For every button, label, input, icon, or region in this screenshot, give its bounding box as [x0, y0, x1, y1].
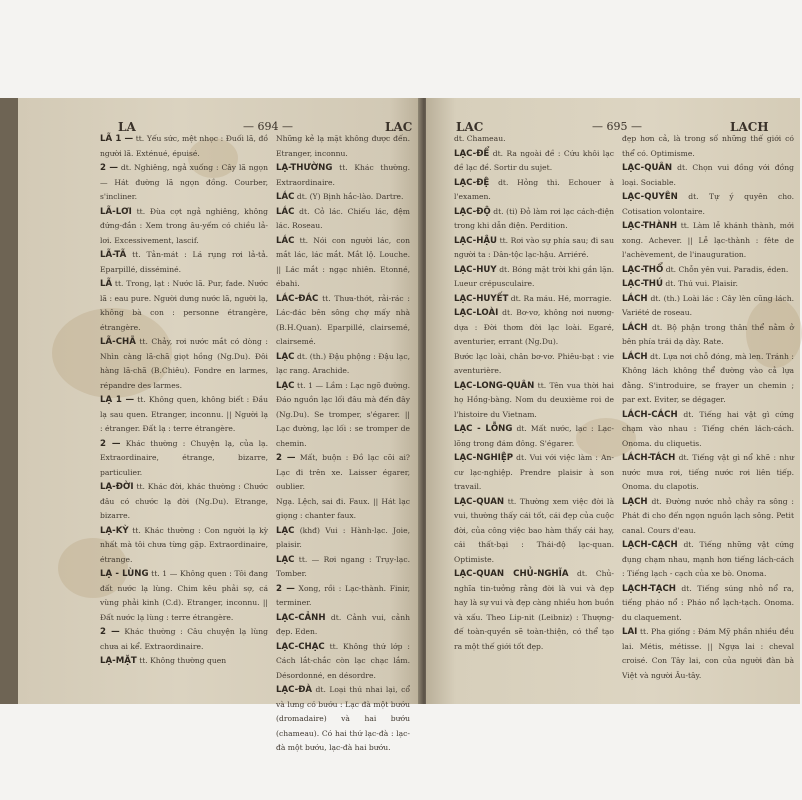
entry-headword: LÁCH-TÁCH [622, 453, 676, 463]
dictionary-entry [276, 611, 410, 640]
entry-definition: dt. Tiếng súng nhỏ nổ ra, tiếng pháo nổ : Pháo nổ lạch-tạch. Onoma. du claquement. [622, 583, 794, 622]
entry-headword: LẠ - LÙNG [100, 569, 149, 579]
entry-headword: LẠC [276, 525, 295, 536]
dictionary-entry [622, 292, 794, 321]
dictionary-entry [622, 495, 794, 539]
dictionary-entry [622, 132, 794, 161]
right-column-2 [622, 132, 794, 683]
entry-definition: (khđ) Vui : Hành-lạc. Joie, plaisir. [276, 525, 410, 549]
right-column-1 [454, 132, 614, 654]
header-right-word: LACH [730, 120, 769, 134]
right-page [426, 98, 800, 704]
dictionary-entry [454, 422, 614, 451]
dictionary-entry [454, 451, 614, 495]
dictionary-entry [622, 190, 794, 219]
dictionary-entry [100, 480, 268, 524]
entry-headword: LẠC-HUY [454, 264, 497, 275]
entry-headword: LÃ-CHÃ [100, 337, 136, 347]
dictionary-entry [276, 161, 410, 190]
dictionary-entry [622, 582, 794, 626]
dictionary-entry [454, 306, 614, 350]
entry-headword: LẠC-ĐỘ [454, 206, 491, 217]
header-left-word: LA [118, 120, 136, 134]
dictionary-entry [454, 263, 614, 292]
entry-definition: dt. Lựa nơi chỗ đóng, mà len. Tránh : Không lách không thể đường vào cả lựa đằng. S'introduire, se frayer un chemin ; par ext. Eviter, se dégager. [622, 351, 794, 404]
dictionary-entry [100, 335, 268, 393]
dictionary-entry [454, 292, 614, 307]
dictionary-entry [454, 132, 614, 147]
entry-definition: dt. Loại thú nhai lại, cổ và lưng có bướu : Lạc đà một bướu (dromadaire) và hai bướu (chameau). Có hai thứ lạc-đà : lạc-đà một bướu, lạc-đà hai bướu. [276, 685, 410, 752]
entry-definition: tt. Làm lễ khánh thành, mới xong. Achever. || Lễ lạc-thành : fête de l'achèvement, de l'inauguration. [622, 221, 794, 259]
entry-definition: dt. Tự ý quyên cho. Cotisation volontaire. [622, 192, 794, 216]
dictionary-entry [454, 567, 614, 654]
dictionary-entry [100, 132, 268, 161]
entry-headword: LẠC-QUÂN [622, 163, 673, 173]
entry-definition: dt. Bộ phận trong thân thể nằm ở bên phía trái dạ dày. Rate. [622, 322, 795, 346]
entry-headword: LẠCH [622, 496, 648, 507]
entry-headword: LẠC-QUYÊN [622, 192, 678, 202]
entry-headword: 2 — [100, 438, 121, 449]
dictionary-entry [100, 248, 268, 277]
entry-definition: tt. 1 — Lầm : Lạc ngõ đường. Đáo nguồn lạc lối đâu mà đến đây (Ng.Du). Se tromper, s'égarer. || Lạc đường, lạc lối : se tromper de chemin. [276, 380, 410, 448]
entry-definition: dt. Tiếng những vật cứng đụng chạm nhau, mạnh hơn tiếng lách-cách : Tiếng lạch - cạch của xe bò. Onoma. [622, 540, 794, 578]
entry-headword: 2 — [100, 163, 119, 173]
entry-definition: dt. Thú vui. Plaisir. [665, 279, 738, 288]
entry-definition: tt. Rơi vào sự phía sau; đi sau người ta : Dân-tộc lạc-hậu. Arriéré. [454, 235, 614, 259]
dictionary-entry [276, 582, 410, 611]
dictionary-entry [100, 654, 268, 669]
left-column-1 [100, 132, 268, 669]
dictionary-entry [454, 350, 614, 379]
entry-definition: dt. Tiếng vật gì nổ khẽ : như nước mưa rơi, tiếng nước rơi liên tiếp. Onoma. du clapotis. [622, 453, 794, 491]
entry-headword: LẠC-THÀNH [622, 221, 678, 231]
dictionary-entry [622, 538, 794, 582]
entry-headword: LẠC [276, 351, 295, 362]
entry-headword: LÁC-ĐÁC [276, 293, 319, 304]
entry-headword: LÃ [100, 279, 113, 289]
entry-headword: LẠ-ĐỜI [100, 482, 134, 492]
entry-definition: tt. Chảy, rơi nước mắt có dòng : Nhìn càng lã-chã giọt hồng (Ng.Du). Đôi hàng lã-chã (B.Chiêu). Fondre en larmes, répandre des larmes. [100, 337, 268, 390]
dictionary-entry [276, 292, 410, 350]
dictionary-entry [622, 263, 794, 278]
entry-definition: dt. (Y) Bịnh hắc-lào. Dartre. [296, 192, 404, 201]
entry-definition: dt. Chủ-nghĩa tin-tưởng rằng đời là vui và đẹp hay là sự vui và đẹp càng nhiều hơn buồn và xấu. Theo Lip-nit (Leibniz) : Thượng-đế toàn-quyền sẽ toàn-thiện, có thể tạo ra một thế giới tốt đẹp. [454, 569, 614, 651]
entry-headword: LẠC-QUAN CHỦ-NGHĨA [454, 569, 569, 579]
entry-definition: tt. Khác đời, khác thường : Chước đâu có chước lạ đời (Ng.Du). Etrange, bizarre. [100, 482, 268, 520]
entry-definition: tt. Không thứ lớp : Cách lắt-chắc còn lạc chạc lắm. Désordonné, en désordre. [276, 641, 410, 680]
entry-definition: tt. Trong, lạt : Nước lã. Pur, fade. Nước lã : eau pure. Người dưng nước lã, người lạ, không bà con : personne étrangère, étrangère. [100, 279, 269, 332]
dictionary-entry [276, 495, 410, 524]
entry-definition: dt. Tiếng hai vật gì cứng chạm vào nhau : Tiếng chén lách-cách. Onoma. du cliquetis. [622, 409, 794, 448]
entry-definition: dt. Vui với việc làm : An-cư lạc-nghiệp. Prendre plaisir à son travail. [454, 453, 614, 491]
header-right-word: LAC [385, 120, 413, 134]
dictionary-entry [276, 683, 410, 756]
entry-headword: LÃ-LƠI [100, 206, 132, 217]
entry-headword: LÁCH [622, 351, 648, 362]
dictionary-entry [622, 277, 794, 292]
entry-headword: LÁC [276, 192, 295, 202]
book-edge [0, 98, 18, 704]
dictionary-entry [622, 161, 794, 190]
entry-headword: LẠC-LOÀI [454, 308, 499, 318]
dictionary-entry [100, 524, 268, 568]
dictionary-entry [622, 625, 794, 683]
entry-definition: tt. 1 — Không quen : Tôi đang đất nước lạ lùng. Chim kêu phải sợ, cá vùng phải kinh (C.d). Etranger, inconnu. || Đất nước lạ lùng : terre étrangère. [100, 569, 268, 622]
entry-definition: Mất, buộn : Đồ lạc cõi ai? Lạc đi trên xe. Laisser égarer, oublier. [276, 453, 410, 491]
entry-definition: dt. Chameau. [454, 134, 506, 143]
entry-headword: LÁCH [622, 293, 648, 304]
entry-definition: dt. (th.) Loài lác : Cây lèn cũng lách. Variété de roseau. [622, 293, 794, 317]
entry-definition: Những kẻ lạ mặt không được đến. Etranger, inconnu. [276, 134, 410, 158]
entry-headword: LẠ 1 — [100, 395, 135, 405]
entry-definition: dt. (th.) Đậu phộng : Đậu lạc, lạc rang. Arachide. [276, 351, 410, 375]
dictionary-entry [454, 147, 614, 176]
entry-headword: LẠC-ĐỂ [454, 148, 490, 159]
entry-definition: dt. Bóng mặt trời khi gần lặn. Lueur crépusculaire. [454, 264, 614, 288]
entry-headword: LẠ-KỲ [100, 525, 129, 536]
entry-definition: tt. Không quen, không biết : Đầu lạ sau quen. Etranger, inconnu. || Người lạ : étranger. Đất lạ : terre étrangère. [100, 395, 268, 433]
entry-definition: dt. Mất nước, lạc : Lạc-lõng trong đám đông. S'égarer. [454, 424, 614, 448]
entry-headword: LẠC-CẢNH [276, 612, 326, 623]
entry-headword: LAI [622, 627, 638, 637]
entry-headword: LẠC [276, 380, 295, 391]
entry-headword: LÁCH-CÁCH [622, 409, 678, 420]
entry-definition: tt. Khác thường. Extraordinaire. [276, 163, 410, 187]
entry-definition: Bước lạc loài, chân bơ-vơ. Phiêu-bạt : vie aventurière. [454, 351, 614, 375]
dictionary-entry [622, 408, 794, 452]
dictionary-entry [100, 277, 268, 335]
dictionary-entry [100, 393, 268, 437]
entry-headword: 2 — [276, 583, 295, 594]
entry-definition: tt. Thưa-thớt, rải-rác : Lác-đác bên sông chợ mấy nhà (B.H.Quan). Eparpillé, clairsemé, clairsemé. [276, 293, 410, 346]
entry-headword: LÃ-TÃ [100, 250, 127, 260]
dictionary-entry [276, 553, 410, 582]
entry-headword: LẠ-THƯỜNG [276, 163, 333, 173]
entry-headword: LẠCH-TẠCH [622, 583, 676, 594]
entry-definition: Khác thường : Chuyện lạ, của lạ. Extraordinaire, étrange, bizarre, particulier. [100, 438, 268, 477]
entry-definition: dt. Bơ-vơ, không nơi nương-dựa : Đời thơm đời lạc loài. Egaré, aventurier, errant (Ng.Du). [454, 308, 615, 346]
entry-definition: dt. Cảnh vui, cảnh đẹp. Eden. [276, 612, 410, 636]
entry-headword: LẠC-HUYẾT [454, 293, 509, 304]
entry-headword: LÁC [276, 235, 295, 246]
entry-definition: tt. Tản-mát : Lá rụng rơi lả-tả. Eparpillé, disséminé. [100, 250, 269, 274]
entry-headword: 2 — [276, 453, 296, 463]
entry-definition: tt. Đùa cợt ngả nghiêng, không đứng-đắn : Xem trong âu-yếm có chiều lả-lơi. Excessivement, lascif. [100, 206, 268, 245]
open-book [0, 98, 800, 752]
page-number: — 695 — [592, 120, 642, 133]
entry-definition: dt. Cỏ lác. Chiếu lác, đệm lác. Roseau. [276, 206, 410, 230]
entry-definition: dt. Nghiêng, ngả xuống : Cây lã ngọn — Hát đường lã ngọn đồng. Courber, s'incliner. [100, 163, 268, 201]
entry-headword: LẠ-MẶT [100, 656, 137, 666]
entry-definition: tt. Thường xem việc đời là vui, thường thấy cái tốt, cái đẹp của cuộc đời, của công việc bao hàm thấy cái hay, cái thất-bại : Thái-độ lạc-quan. Optimiste. [454, 496, 614, 564]
dictionary-entry [454, 495, 614, 568]
dictionary-entry [276, 234, 410, 292]
entry-definition: tt. Nói con người lác, con mắt lác, lác mắt. Mắt lộ. Louche. || Lác mắt : ngạc nhiên. Etonné, ébahi. [276, 235, 410, 288]
entry-definition: dt. (ti) Đỏ làm rơi lạc cách-điện trong khi dẫn điện. Perdition. [454, 206, 614, 230]
dictionary-entry [622, 321, 794, 350]
entry-definition: dt. Đường nước nhỏ chảy ra sông : Phát đi cho đến ngọn nguồn lạch sông. Petit canal. Cours d'eau. [622, 496, 794, 535]
entry-definition: Ngạ. Lệch, sai đi. Faux. || Hát lạc giọng : chanter faux. [276, 496, 410, 520]
dictionary-entry [276, 350, 410, 379]
entry-definition: tt. Khác thường : Con người lạ kỳ nhất mà tôi chưa từng gặp. Extraordinaire, étrange. [100, 525, 268, 564]
left-page [18, 98, 422, 752]
dictionary-entry [276, 524, 410, 553]
entry-headword: LẠC-ĐÀ [276, 685, 313, 695]
entry-headword: LẠC-QUAN [454, 496, 505, 507]
dictionary-entry [454, 176, 614, 205]
entry-headword: LẠCH-CẠCH [622, 540, 678, 550]
entry-definition: tt. — Rơi ngang : Trụy-lạc. Tomber. [276, 554, 410, 578]
entry-headword: LÁC [276, 206, 295, 217]
dictionary-entry [100, 205, 268, 249]
entry-headword: LẠC-HẬU [454, 235, 498, 246]
header-left-word: LAC [456, 120, 484, 134]
entry-definition: tt. Không thường quen [139, 656, 227, 665]
dictionary-entry [100, 161, 268, 205]
entry-headword: LẠC-CHẠC [276, 641, 325, 652]
entry-headword: LÃ 1 — [100, 134, 134, 144]
dictionary-entry [100, 625, 268, 654]
entry-headword: LÁCH [622, 322, 648, 333]
entry-definition: Khác thường : Câu chuyện lạ lùng chưa ai kể. Extraordinaire. [100, 627, 268, 651]
page-number: — 694 — [243, 120, 293, 133]
left-column-2 [276, 132, 410, 756]
entry-definition: dt. Chọn vui đồng với đồng loại. Sociable. [622, 163, 794, 187]
dictionary-entry [100, 567, 268, 625]
dictionary-entry [454, 205, 614, 234]
entry-definition: dt. Chỗn yên vui. Paradis, éden. [665, 264, 789, 274]
dictionary-entry [276, 190, 410, 205]
entry-definition: Xong, rồi : Lạc-thành. Finir, terminer. [276, 583, 410, 607]
entry-definition: dt. Ra máu. Hé, morragie. [510, 293, 612, 303]
entry-headword: 2 — [100, 627, 120, 637]
entry-headword: LẠC-NGHIỆP [454, 453, 514, 463]
entry-headword: LẠC-THỔ [622, 264, 664, 275]
entry-definition: dt. Ra ngoài đề : Cứu khôi lạc đề lạc đề. Sortir du sujet. [454, 148, 614, 172]
dictionary-entry [276, 451, 410, 495]
entry-definition: tt. Pha giống : Đám Mỹ phần nhiều đều lai. Métis, métisse. || Ngựa lai : cheval croisé. Con Tây lai, con của người đàn bà Việt và người Âu-tây. [622, 627, 794, 680]
entry-definition: dt. Hỏng thi. Echouer à l'examen. [454, 177, 615, 201]
dictionary-entry [276, 205, 410, 234]
dictionary-entry [276, 132, 410, 161]
dictionary-entry [622, 219, 794, 263]
dictionary-entry [622, 451, 794, 495]
dictionary-entry [276, 640, 410, 684]
entry-definition: tt. Tên vua thời hai họ Hồng-bàng. Nom du deuxième roi de l'histoire du Vietnam. [454, 380, 614, 419]
entry-headword: LẠC-LONG-QUÂN [454, 380, 535, 391]
entry-definition: đẹp hơn cả, là trong số những thế giới có thể có. Optimisme. [622, 134, 794, 158]
entry-headword: LẠC-ĐỆ [454, 177, 490, 188]
entry-headword: LẠC-THÚ [622, 279, 663, 289]
entry-headword: LẠC - LỖNG [454, 424, 513, 434]
dictionary-entry [100, 437, 268, 481]
dictionary-entry [276, 379, 410, 452]
entry-definition: tt. Yếu sức, mệt nhọc : Đuối lã, đồ người lã. Exténué, épuisé. [100, 134, 268, 158]
dictionary-entry [454, 379, 614, 423]
dictionary-entry [622, 350, 794, 408]
dictionary-entry [454, 234, 614, 263]
entry-headword: LẠC [276, 554, 295, 565]
